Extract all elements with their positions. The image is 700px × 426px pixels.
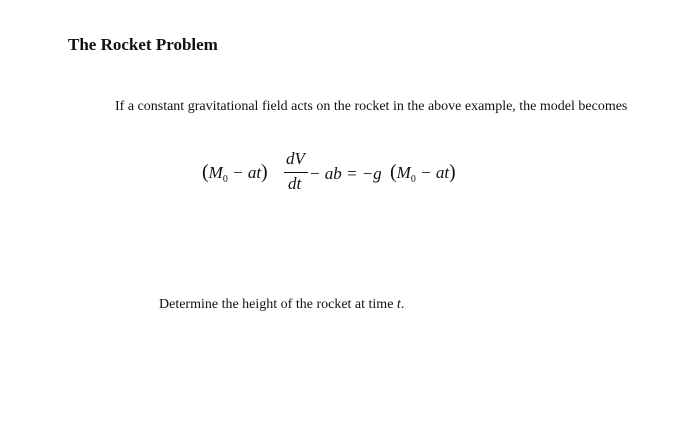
rhs-close-paren: ) (449, 161, 456, 183)
intro-paragraph: If a constant gravitational field acts on the rocket in the above example, the model becomes (115, 99, 628, 114)
lhs-close-paren: ) (261, 161, 268, 183)
rhs-open-paren: ( (390, 161, 397, 183)
lhs-mass-subscript: 0 (222, 174, 228, 185)
question-text: Determine the height of the rocket at time (159, 297, 397, 312)
fraction-denominator: dt (288, 174, 302, 193)
rhs-mass-symbol: M (396, 163, 411, 182)
fraction-bar (284, 172, 308, 173)
rocket-equation (202, 147, 482, 207)
equation-middle: − ab = −g (309, 164, 382, 183)
problem-title: The Rocket Problem (68, 35, 218, 54)
question-time-variable: t (396, 297, 401, 312)
lhs-mass-symbol: M (208, 163, 223, 182)
rhs-mass-subscript: 0 (410, 174, 416, 185)
lhs-minus-at: − at (227, 163, 262, 182)
rhs-minus-at: − at (415, 163, 450, 182)
question-period: . (400, 297, 405, 312)
question-paragraph (159, 297, 404, 313)
equation-lhs-factor (202, 161, 268, 184)
lhs-open-paren: ( (202, 161, 209, 183)
equation-rhs-factor (390, 161, 456, 184)
fraction-numerator: dV (286, 149, 305, 168)
